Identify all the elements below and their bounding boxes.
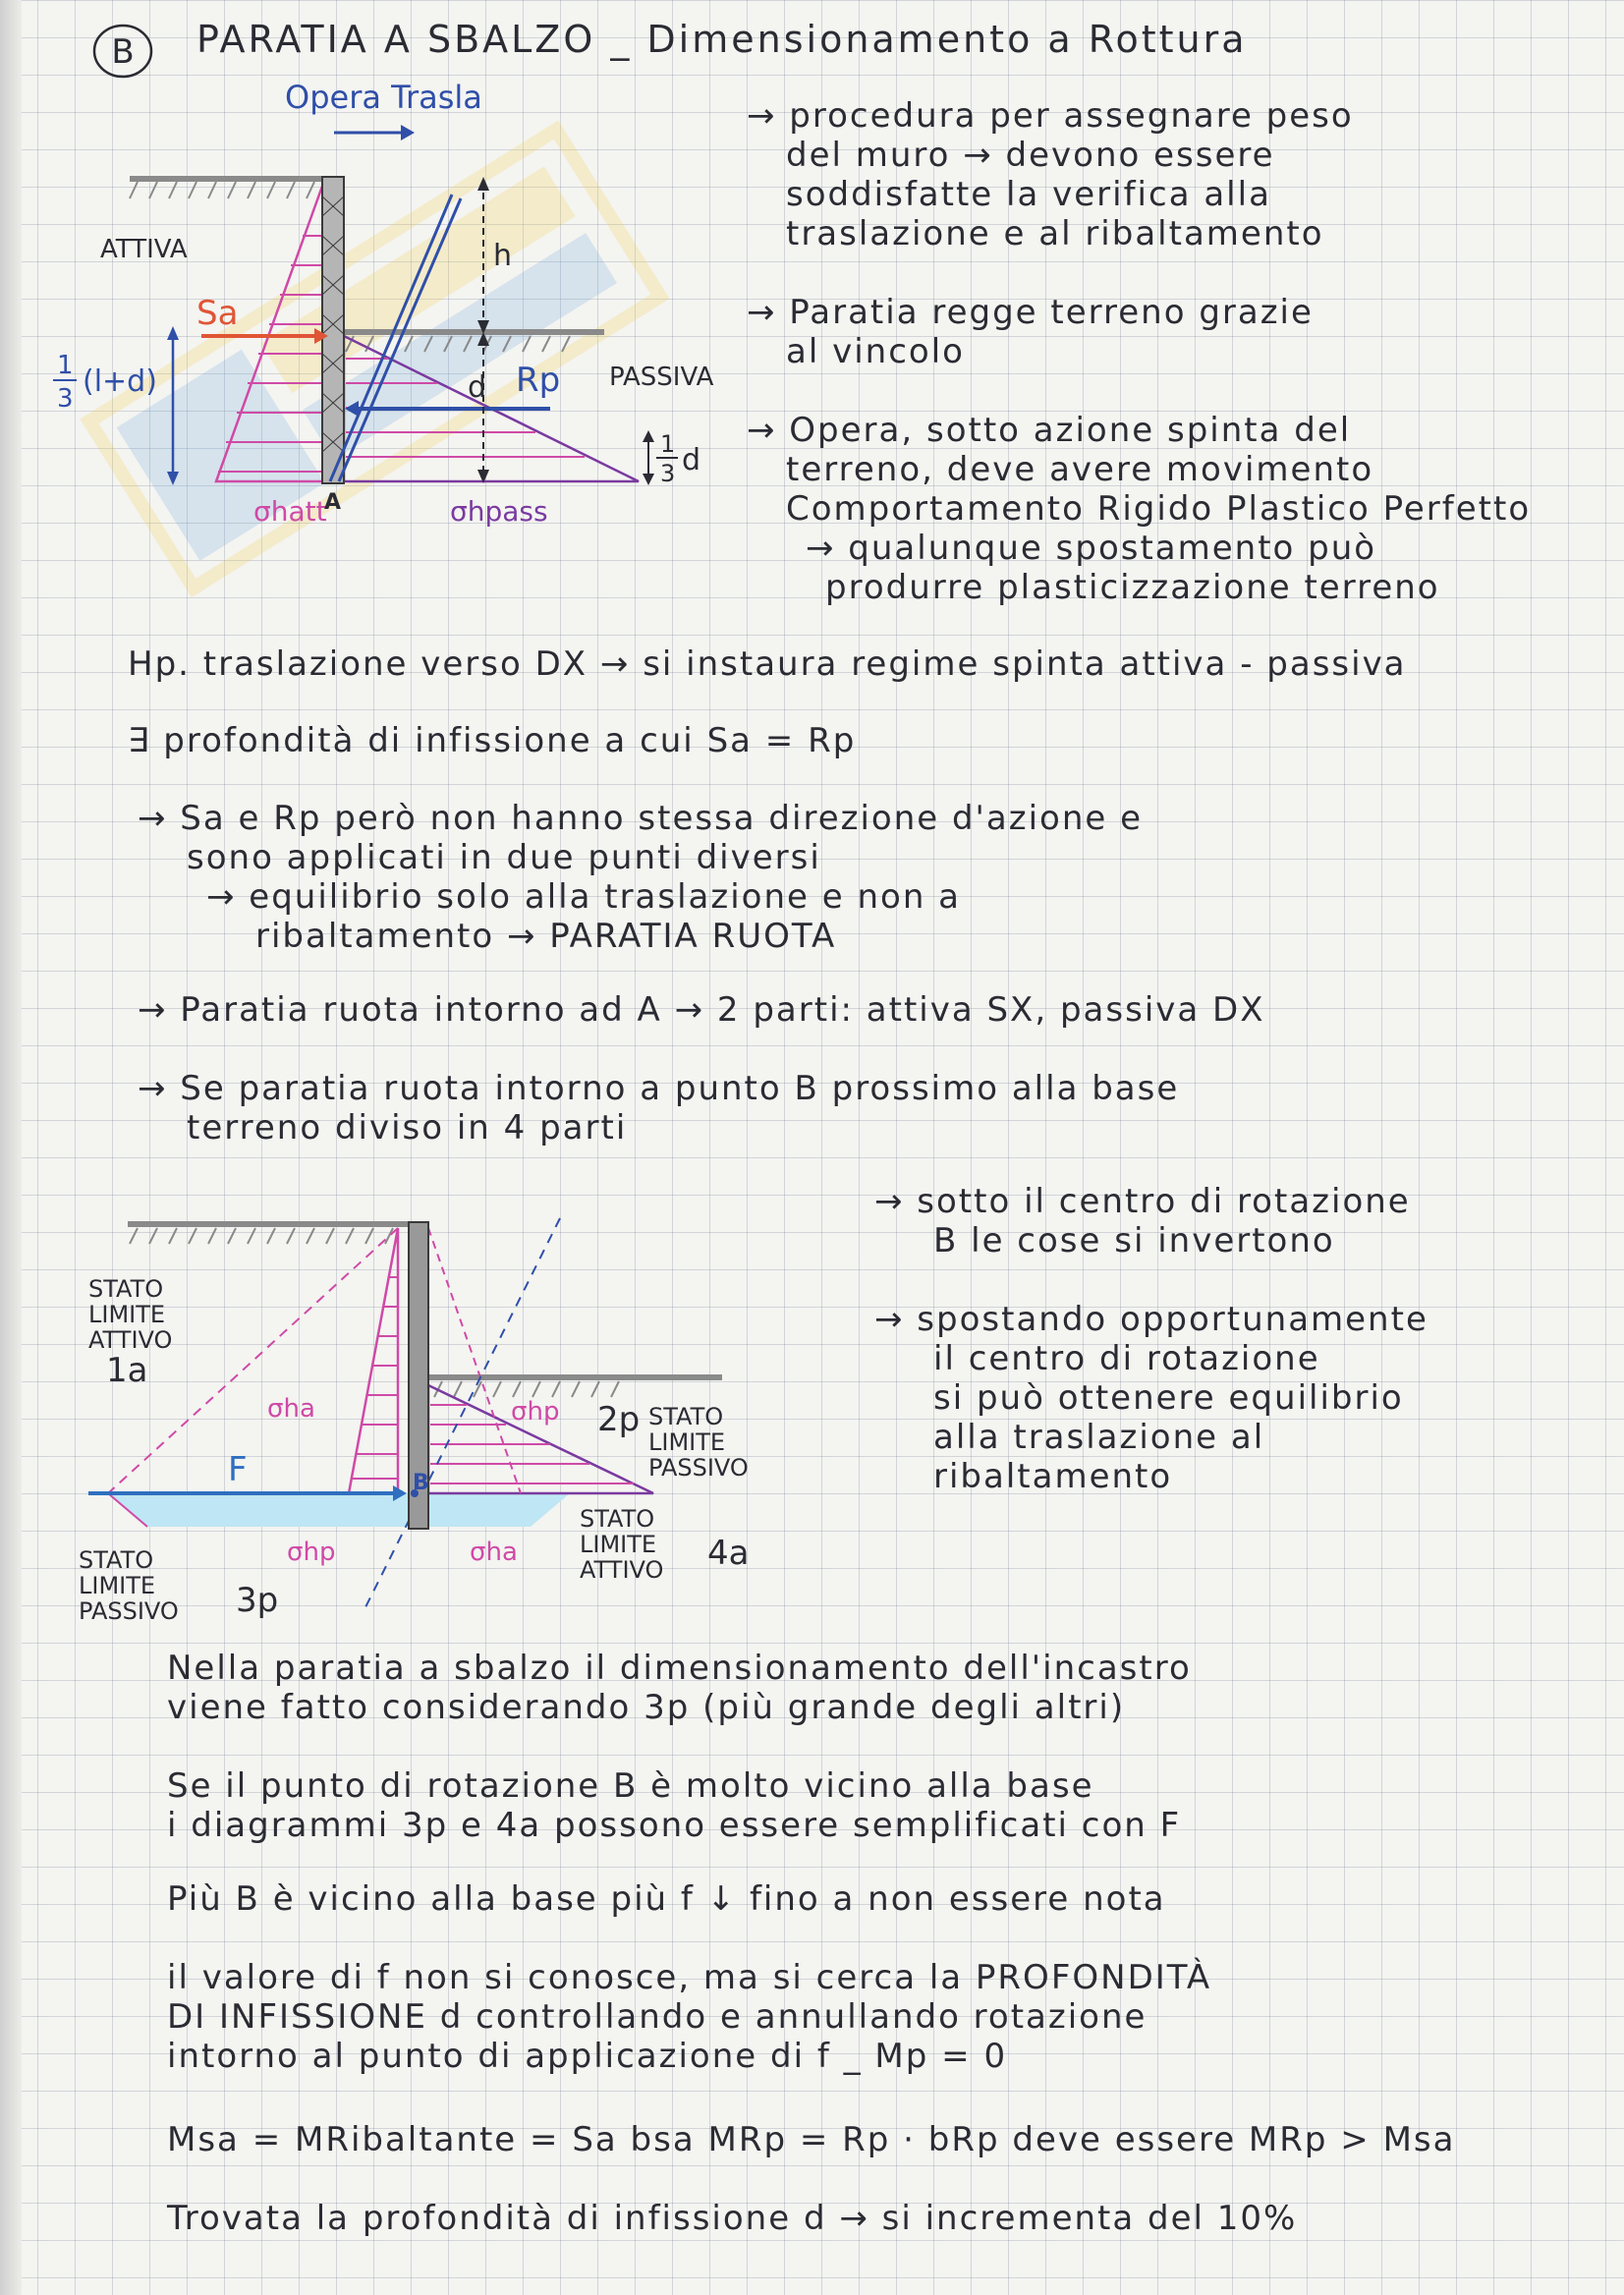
dashed-limit-line-right xyxy=(428,1228,521,1493)
bottom-line-9: Msa = MRibaltante = Sa bsa MRp = Rp · bRp deve essere MRp > Msa xyxy=(167,2120,1456,2159)
note-top-11: produrre plasticizzazione terreno xyxy=(825,568,1440,607)
note-bottom-7: ribaltamento xyxy=(933,1457,1173,1496)
bottom-line-6: il valore di f non si conosce, ma si cerca la PROFONDITÀ xyxy=(167,1958,1212,1997)
f-label: F xyxy=(228,1450,248,1489)
note-top-5: → Paratia regge terreno grazie xyxy=(747,293,1314,332)
figure-paratia-rotation-a xyxy=(39,79,727,550)
frac-den-2: 3 xyxy=(660,460,676,487)
bottom-line-3: Se il punto di rotazione B è molto vicino alla base xyxy=(167,1766,1094,1806)
point-a-label: A xyxy=(324,490,342,515)
middle-line-3: → Sa e Rp però non hanno stessa direzione d'azione e xyxy=(138,799,1144,838)
sigma-ha-label: σha xyxy=(267,1394,315,1424)
middle-line-8: → Se paratia ruota intorno a punto B prossimo alla base xyxy=(138,1069,1180,1108)
rp-arrow-icon xyxy=(345,401,550,417)
label-2p: 2p xyxy=(597,1400,641,1439)
figure-paratia-rotation-b xyxy=(59,1199,806,1631)
point-b-label: B xyxy=(413,1471,429,1495)
arrow-right-icon xyxy=(334,125,415,140)
h-label: h xyxy=(493,239,513,273)
passiva-label: PASSIVA xyxy=(609,363,714,392)
middle-line-7: → Paratia ruota intorno ad A → 2 parti: attiva SX, passiva DX xyxy=(138,990,1265,1030)
note-top-8: terreno, deve avere movimento xyxy=(786,450,1374,489)
middle-line-6: ribaltamento → PARATIA RUOTA xyxy=(255,917,837,956)
wall-paratia xyxy=(322,177,344,483)
note-top-9: Comportamento Rigido Plastico Perfetto xyxy=(786,489,1532,529)
middle-line-5: → equilibrio solo alla traslazione e non a xyxy=(206,877,962,917)
attiva-label: ATTIVA xyxy=(100,235,188,264)
note-top-1: → procedura per assegnare peso xyxy=(747,96,1354,136)
stato-limite-attivo-right-label: STATO LIMITE ATTIVO xyxy=(580,1505,664,1584)
note-bottom-3: → spostando opportunamente xyxy=(874,1300,1428,1339)
note-bottom-6: alla traslazione al xyxy=(933,1418,1265,1457)
ground-hatch-left-2 xyxy=(130,1228,393,1244)
opera-trasla-label: Opera Trasla xyxy=(285,79,482,116)
frac-den-1: 3 xyxy=(57,384,74,414)
frac-num-2: 1 xyxy=(660,430,676,458)
page-binding-edge xyxy=(0,0,22,2295)
note-top-2: del muro → devono essere xyxy=(786,136,1275,175)
sigma-hp-right-label: σhp xyxy=(511,1397,560,1427)
section-letter: B xyxy=(111,32,135,72)
note-bottom-2: B le cose si invertono xyxy=(933,1221,1335,1260)
d-label: d xyxy=(468,370,487,405)
dimension-one-third-d xyxy=(643,430,654,485)
note-top-4: traslazione e al ribaltamento xyxy=(786,214,1324,253)
sigma-pass-label: σhpass xyxy=(450,495,548,528)
middle-line-9: terreno diviso in 4 parti xyxy=(187,1108,628,1148)
note-top-3: soddisfatte la verifica alla xyxy=(786,175,1271,214)
active-pressure-hatch xyxy=(218,236,322,472)
stato-limite-passivo-right-label: STATO LIMITE PASSIVO xyxy=(648,1403,749,1482)
ground-hatch-left xyxy=(130,182,314,198)
bottom-line-5: Più B è vicino alla base più f ↓ fino a non essere nota xyxy=(167,1879,1166,1919)
sigma-hp-left-label: σhp xyxy=(287,1538,336,1567)
sigma-ha-bottom-label: σha xyxy=(470,1538,518,1567)
frac-l-d: (l+d) xyxy=(83,364,157,399)
frac-num-1: 1 xyxy=(57,351,74,380)
frac-d: d xyxy=(682,443,701,477)
middle-line-4: sono applicati in due punti diversi xyxy=(187,838,821,877)
middle-line-1: Hp. traslazione verso DX → si instaura regime spinta attiva - passiva xyxy=(128,644,1407,684)
bottom-line-2: viene fatto considerando 3p (più grande degli altri) xyxy=(167,1688,1126,1727)
stato-limite-attivo-label: STATO LIMITE ATTIVO xyxy=(88,1275,173,1354)
passive-zone-3p-fill xyxy=(108,1493,398,1527)
rotated-wall-line-2 xyxy=(339,198,461,481)
bottom-line-7: DI INFISSIONE d controllando e annullando rotazione xyxy=(167,1997,1148,2037)
note-top-7: → Opera, sotto azione spinta del xyxy=(747,411,1352,450)
bottom-line-1: Nella paratia a sbalzo il dimensionamento dell'incastro xyxy=(167,1649,1192,1688)
sigma-att-label: σhatt xyxy=(253,495,327,528)
section-letter-circle xyxy=(90,22,159,83)
stato-limite-passivo-left-label: STATO LIMITE PASSIVO xyxy=(79,1546,179,1625)
note-top-10: → qualunque spostamento può xyxy=(806,529,1377,568)
ground-hatch-right xyxy=(346,336,570,352)
ground-hatch-right-2 xyxy=(434,1381,619,1397)
rp-label: Rp xyxy=(516,361,561,400)
label-4a: 4a xyxy=(707,1534,750,1573)
label-1a: 1a xyxy=(106,1351,148,1390)
note-bottom-5: si può ottenere equilibrio xyxy=(933,1378,1404,1418)
note-top-6: al vincolo xyxy=(786,332,965,371)
label-3p: 3p xyxy=(236,1581,279,1620)
bottom-line-8: intorno al punto di applicazione di f _ Mp = 0 xyxy=(167,2037,1008,2076)
bottom-line-10: Trovata la profondità di infissione d → si incrementa del 10% xyxy=(167,2199,1298,2238)
note-bottom-4: il centro di rotazione xyxy=(933,1339,1320,1378)
dimension-one-third-l-d xyxy=(167,326,179,485)
dimension-h xyxy=(477,177,489,334)
bottom-line-4: i diagrammi 3p e 4a possono essere semplificati con F xyxy=(167,1806,1182,1845)
page-title: PARATIA A SBALZO _ Dimensionamento a Rottura xyxy=(196,18,1248,61)
sa-label: Sa xyxy=(196,294,239,333)
active-pressure-hatch-2 xyxy=(352,1277,398,1479)
dashed-active-limit-line xyxy=(108,1228,398,1493)
middle-line-2: ∃ profondità di infissione a cui Sa = Rp xyxy=(128,721,857,760)
note-bottom-1: → sotto il centro di rotazione xyxy=(874,1182,1411,1221)
